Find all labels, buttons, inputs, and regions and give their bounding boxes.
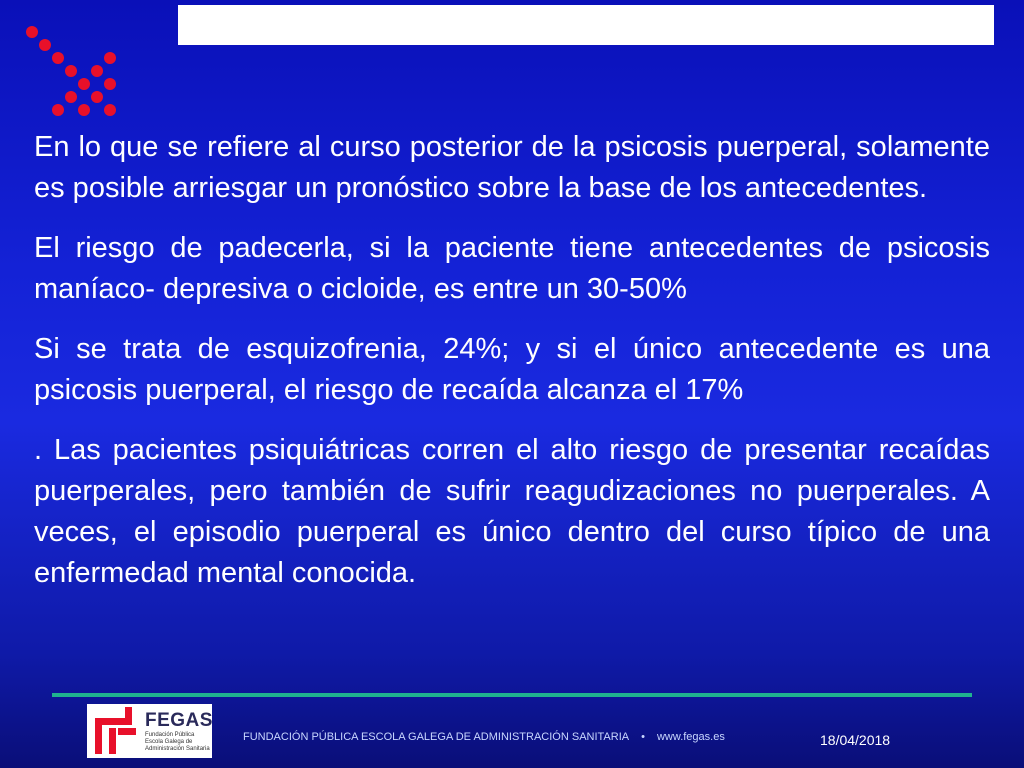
dot bbox=[26, 26, 38, 38]
paragraph-psychiatric-patients: . Las pacientes psiquiátricas corren el alto riesgo de presentar recaídas puerperales, pero también de sufrir reagudizaciones no puerperales. A veces, el episodio puerperal es único dentro del curso típico de una enfermedad mental conocida. bbox=[34, 434, 990, 589]
paragraph-prognosis: En lo que se refiere al curso posterior de la psicosis puerperal, solamente es posible arriesgar un pronóstico sobre la base de los antecedentes. bbox=[34, 131, 990, 204]
logo-subtitle bbox=[145, 732, 209, 753]
logo-subtitle-line: Fundación Pública bbox=[145, 732, 195, 738]
dot bbox=[52, 52, 64, 64]
dot bbox=[91, 91, 103, 103]
paragraph-risk-antecedents: El riesgo de padecerla, si la paciente tiene antecedentes de psicosis maníaco- depresiva o cicloide, es entre un 30-50% bbox=[34, 232, 990, 305]
dot bbox=[39, 39, 51, 51]
dot bbox=[52, 104, 64, 116]
dot bbox=[78, 104, 90, 116]
logo-name: FEGAS bbox=[145, 710, 213, 731]
decorative-dots-icon bbox=[20, 20, 130, 120]
title-bar bbox=[178, 5, 994, 45]
footer-bullet: • bbox=[641, 731, 645, 743]
slide-body bbox=[34, 127, 990, 613]
footer-website-link[interactable]: www.fegas.es bbox=[656, 731, 725, 743]
fegas-logo bbox=[87, 704, 212, 758]
footer-date: 18/04/2018 bbox=[820, 732, 891, 748]
dot bbox=[78, 78, 90, 90]
paragraph-risk-schizophrenia: Si se trata de esquizofrenia, 24%; y si el único antecedente es una psicosis puerperal, el riesgo de recaída alcanza el 17% bbox=[34, 333, 990, 406]
footer-divider bbox=[52, 693, 972, 697]
footer-institution: FUNDACIÓN PÚBLICA ESCOLA GALEGA DE ADMINISTRACIÓN SANITARIA bbox=[243, 731, 630, 743]
dot bbox=[104, 78, 116, 90]
logo-subtitle-line: Escola Galega de bbox=[145, 739, 193, 745]
dot bbox=[104, 52, 116, 64]
logo-subtitle-line: Administración Sanitaria bbox=[145, 746, 210, 752]
fegas-logo-mark-icon bbox=[89, 704, 143, 758]
dot bbox=[104, 104, 116, 116]
dot bbox=[65, 91, 77, 103]
footer-institution-line bbox=[243, 731, 725, 743]
dot bbox=[91, 65, 103, 77]
dot bbox=[65, 65, 77, 77]
